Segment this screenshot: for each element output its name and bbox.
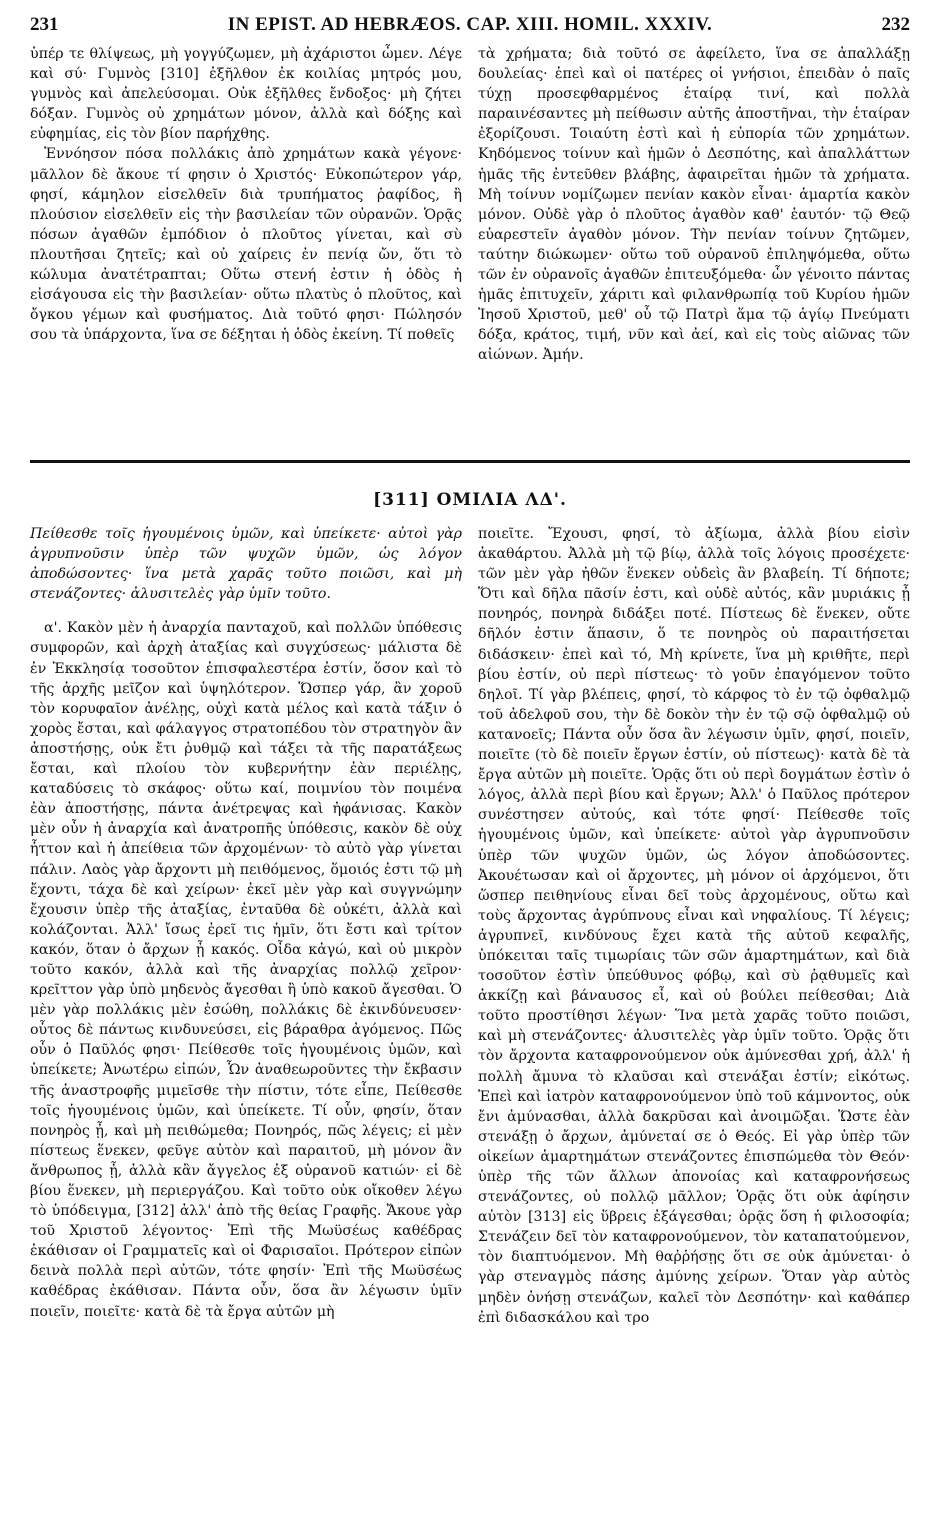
page-number-left: 231	[30, 14, 59, 35]
homily-title: [311] ΟΜΙΛΙΑ ΛΔ'.	[373, 490, 567, 510]
paragraph: α'. Κακὸν μὲν ἡ ἀναρχία πανταχοῦ, καὶ πολλῶν ὑπόθεσις συμφορῶν, καὶ ἀρχὴ ἀταξίας καὶ συγχύσεως· μάλιστα δὲ ἐν Ἐκκλησίᾳ τοσοῦτον ἐπισφαλεστέρα ἐστίν, ὅσον καὶ τὸ τῆς ἀρχῆς μεῖζον καὶ ὑψηλότερον. Ὥσπερ γάρ, ἂν χοροῦ τὸν κορυφαῖον ἀνέλῃς, οὐχὶ κατὰ μέλος καὶ κατὰ τάξιν ὁ χορὸς ἔσται, καὶ φάλαγγος στρατοπέδου τὸν στρατηγὸν ἂν ἀποστήσῃς, οὐκ ἔτι ῥυθμῷ καὶ τάξει τὰ τῆς παρατάξεως ἔσται, καὶ πλοίου τὸν κυβερνήτην ἐὰν περιέλῃς, καταδύσεις τὸ σκάφος· οὕτω καί, ποιμνίου τὸν ποιμένα ἐὰν ἀποστήσῃς, πάντα ἀνέτρεψας καὶ ἠφάνισας. Κακὸν μὲν οὖν ἡ ἀναρχία καὶ ἀνατροπῆς ὑπόθεσις, κακὸν δὲ οὐχ ἧττον καὶ ἡ ἀπείθεια τῶν ἀρχομένων· τὸ αὐτὸ γὰρ γίνεται πάλιν. Λαὸς γὰρ ἄρχοντι μὴ πειθόμενος, ὅμοιός ἐστι τῷ μὴ ἔχοντι, τάχα δὲ καὶ χείρων· ἐκεῖ μὲν γὰρ καὶ συγγνώμην ἔχουσιν ὑπὲρ τῆς ἀταξίας, ἐνταῦθα δὲ οὐκέτι, ἀλλὰ καὶ κολάζονται. Ἀλλ' ἴσως ἐρεῖ τις ἡμῖν, ὅτι ἔστι καὶ τρίτον κακόν, ὅταν ὁ ἄρχων ᾖ κακός. Οἶδα κἀγώ, καὶ οὐ μικρὸν τοῦτο κακόν, ἀλλὰ καὶ τῆς ἀναρχίας πολλῷ χεῖρον· κρεῖττον γὰρ ὑπὸ μηδενὸς ἄγεσθαι ἢ ὑπὸ κακοῦ ἄγεσθαι. Ὁ μὲν γὰρ πολλάκις μὲν ἐσώθη, πολλάκις δὲ ἐκινδύνευσεν· οὗτος δὲ πάντως κινδυνεύσει, εἰς βάραθρα ἀγόμενος. Πῶς οὖν ὁ Παῦλός φησι· Πείθεσθε τοῖς ἡγουμένοις ὑμῶν, καὶ ὑπείκετε; Ἀνωτέρω εἰπών, Ὧν ἀναθεωροῦντες τὴν ἔκβασιν τῆς ἀναστροφῆς μιμεῖσθε τὴν πίστιν, τότε εἶπε, Πείθεσθε τοῖς ἡγουμένοις ὑμῶν, καὶ ὑπείκετε. Τί οὖν, φησίν, ὅταν πονηρὸς ᾖ, καὶ μὴ πειθώμεθα; Πονηρός, πῶς λέγεις; εἰ μὲν πίστεως ἕνεκεν, φεῦγε αὐτὸν καὶ παραιτοῦ, μὴ μόνον ἂν ἄνθρωπος ᾖ, ἀλλὰ κἂν ἄγγελος ἐξ οὐρανοῦ κατιών· εἰ δὲ βίου ἕνεκεν, μὴ περιεργάζου. Καὶ τοῦτο οὐκ οἴκοθεν λέγω τὸ ὑπόδειγμα, [312] ἀλλ' ἀπὸ τῆς θείας Γραφῆς. Ἄκουε γὰρ τοῦ Χριστοῦ λέγοντος· Ἐπὶ τῆς Μωϋσέως καθέδρας ἐκάθισαν οἱ Γραμματεῖς καὶ οἱ Φαρισαῖοι. Πρότερον εἰπὼν δεινὰ πολλὰ περὶ αὐτῶν, τότε φησίν· Ἐπὶ τῆς Μωϋσέως καθέδρας ἐκάθισαν. Πάντα οὖν, ὅσα ἂν λέγωσιν ὑμῖν ποιεῖν, ποιεῖτε· κατὰ δὲ τὰ ἔργα αὐτῶν μὴ	[30, 620, 462, 1320]
lower-right-column	[478, 524, 910, 1328]
paragraph: ποιεῖτε. Ἔχουσι, φησί, τὸ ἀξίωμα, ἀλλὰ βίου εἰσὶν ἀκαθάρτου. Ἀλλὰ μὴ τῷ βίῳ, ἀλλὰ τοῖς λόγοις προσέχετε· τῶν μὲν γὰρ ἠθῶν ἕνεκεν οὐδεὶς ἂν βλαβείη. Τί δήποτε; Ὅτι καὶ δῆλα πᾶσίν ἐστι, καὶ οὐδὲ αὐτός, κἂν μυριάκις ᾖ πονηρός, πονηρὰ διδάξει ποτέ. Πίστεως δὲ ἕνεκεν, οὔτε δῆλόν ἐστιν ἅπασιν, ὅ τε πονηρὸς οὐ παραιτήσεται διδάσκειν· ἐπεὶ καὶ τό, Μὴ κρίνετε, ἵνα μὴ κριθῆτε, περὶ βίου ἐστίν, οὐ περὶ πίστεως· τὸ γοῦν ἐπαγόμενον τοῦτο δηλοῖ. Τί γὰρ βλέπεις, φησί, τὸ κάρφος τὸ ἐν τῷ ὀφθαλμῷ τοῦ ἀδελφοῦ σου, τὴν δὲ δοκὸν τὴν ἐν τῷ σῷ ὀφθαλμῷ οὐ κατανοεῖς; Πάντα οὖν ὅσα ἂν λέγωσιν ὑμῖν, φησί, ποιεῖν, ποιεῖτε (τὸ δὲ ποιεῖν ἔργων ἐστίν, οὐ πίστεως)· κατὰ δὲ τὰ ἔργα αὐτῶν μὴ ποιεῖτε. Ὁρᾷς ὅτι οὐ περὶ δογμάτων ἐστὶν ὁ λόγος, ἀλλὰ περὶ βίου καὶ ἔργων; Ἀλλ' ὁ Παῦλος πρότερον συνέστησεν αὐτούς, καὶ τότε φησί· Πείθεσθε τοῖς ἡγουμένοις ὑμῶν, καὶ ὑπείκετε· αὐτοὶ γὰρ ἀγρυπνοῦσιν ὑπὲρ τῶν ψυχῶν ὑμῶν, ὡς λόγον ἀποδώσοντες. Ἀκουέτωσαν καὶ οἱ ἄρχοντες, μὴ μόνον οἱ ἀρχόμενοι, ὅτι ὥσπερ πειθηνίους εἶναι δεῖ τοὺς ἀρχομένους, οὕτω καὶ τοὺς ἄρχοντας ἀγρύπνους εἶναι καὶ νηφαλίους. Τί λέγεις; ἀγρυπνεῖ, κινδύνους ἔχει κατὰ τῆς αὐτοῦ κεφαλῆς, ὑπόκειται ταῖς τιμωρίαις τῶν σῶν ἁμαρτημάτων, καὶ διὰ τοσοῦτον ἐστὶν ὑπεύθυνος φόβῳ, καὶ σὺ ῥᾳθυμεῖς καὶ ἀκκίζῃ καὶ βάναυσος εἶ, καὶ οὐ βούλει πείθεσθαι; Διὰ τοῦτο προστίθησι λέγων· Ἵνα μετὰ χαρᾶς τοῦτο ποιῶσι, καὶ μὴ στενάζοντες· ἀλυσιτελὲς γὰρ ὑμῖν τοῦτο. Ὁρᾷς ὅτι τὸν ἄρχοντα καταφρονούμενον οὐκ ἀμύνεσθαι χρή, ἀλλ' ἡ πολλὴ ἄμυνα τὸ κλαῦσαι καὶ στενάξαι ἐστίν; εἰκότως. Ἐπεὶ καὶ ἰατρὸν καταφρονούμενον ὑπὸ τοῦ κάμνοντος, οὐκ ἔνι ἀμύνασθαι, ἀλλὰ δακρῦσαι καὶ ἀνοιμῶξαι. Ὥστε ἐὰν στενάξῃ ὁ ἄρχων, ἀμύνεταί σε ὁ Θεός. Εἰ γὰρ ὑπὲρ τῶν οἰκείων ἁμαρτημάτων στενάζοντες ἐπισπώμεθα τὸν Θεόν· ὑπὲρ τῆς τῶν ἄλλων ἀπονοίας καὶ καταφρονήσεως στενάζοντες, οὐ πολλῷ μᾶλλον; Ὁρᾷς ὅτι οὐκ ἀφίησιν αὐτὸν [313] εἰς ὕβρεις ἐξάγεσθαι; ὁρᾷς ὅση ἡ φιλοσοφία; Στενάζειν δεῖ τὸν καταφρονούμενον, τὸν καταπατούμενον, τὸν διαπτυόμενον. Μὴ θαῤῥήσῃς ὅτι σε οὐκ ἀμύνεται· ὁ γὰρ στεναγμὸς πάσης ἀμύνης χείρων. Ὅταν γὰρ αὐτὸς μηδὲν ὀνήσῃ στενάζων, καλεῖ τὸν Δεσπότην· καὶ καθάπερ ἐπὶ διδασκάλου καὶ τρο	[478, 526, 910, 1326]
section-divider	[30, 460, 910, 463]
page-number-right: 232	[881, 14, 910, 35]
lower-left-column	[30, 524, 462, 1322]
scripture-lemma: Πείθεσθε τοῖς ἡγουμένοις ὑμῶν, καὶ ὑπείκετε· αὐτοὶ γὰρ ἀγρυπνοῦσιν ὑπὲρ τῶν ψυχῶν ὑμῶν, ὡς λόγον ἀποδώσοντες· ἵνα μετὰ χαρᾶς τοῦτο ποιῶσι, καὶ μὴ στενάζοντες· ἀλυσιτελὲς γὰρ ὑμῖν τοῦτο.	[30, 526, 462, 603]
upper-left-column	[30, 44, 462, 345]
running-title: IN EPIST. AD HEBRÆOS. CAP. XIII. HOMIL. XXXIV.	[227, 14, 713, 35]
page-header	[30, 14, 910, 42]
paragraph: τὰ χρήματα; διὰ τοῦτό σε ἀφείλετο, ἵνα σε ἀπαλλάξῃ δουλείας· ἐπεὶ καὶ οἱ πατέρες οἱ γνήσιοι, ἐπειδὰν ὁ παῖς τύχῃ προσεφθαρμένος ἑταίρᾳ τινί, καὶ πολλὰ παραινέσαντες μὴ πείθωσιν αὐτῆς ἀποστῆναι, τὴν ἑταίραν ἐξορίζουσι. Τοιαύτη ἐστὶ καὶ ἡ εὐπορία τῶν χρημάτων. Κηδόμενος τοίνυν καὶ ἡμῶν ὁ Δεσπότης, καὶ ἀπαλλάττων ἡμᾶς τῆς ἐντεῦθεν βλάβης, ἀφαιρεῖται ἡμῶν τὰ χρήματα. Μὴ τοίνυν νομίζωμεν πενίαν κακὸν εἶναι· ἁμαρτία κακὸν μόνον. Οὐδὲ γὰρ ὁ πλοῦτος ἀγαθὸν καθ' ἑαυτόν· τῷ Θεῷ εὐαρεστεῖν ἀγαθὸν μόνον. Τὴν πενίαν τοίνυν ζητῶμεν, ταύτην διώκωμεν· οὕτω τοῦ οὐρανοῦ ἐπιληψόμεθα, οὕτω τῶν ἐν οὐρανοῖς ἀγαθῶν ἐπιτευξόμεθα· ὧν γένοιτο πάντας ἡμᾶς ἐπιτυχεῖν, χάριτι καὶ φιλανθρωπίᾳ τοῦ Κυρίου ἡμῶν Ἰησοῦ Χριστοῦ, μεθ' οὗ τῷ Πατρὶ ἅμα τῷ ἁγίῳ Πνεύματι δόξα, κράτος, τιμή, νῦν καὶ ἀεί, καὶ εἰς τοὺς αἰῶνας τῶν αἰώνων. Ἀμήν.	[478, 46, 910, 364]
paragraph: Ἐννόησον πόσα πολλάκις ἀπὸ χρημάτων κακὰ γέγονε· μᾶλλον δὲ ἄκουε τί φησιν ὁ Χριστός· Εὐκοπώτερον γάρ, φησί, κάμηλον εἰσελθεῖν διὰ τρυπήματος ῥαφίδος, ἢ πλούσιον εἰσελθεῖν εἰς τὴν βασιλείαν τῶν οὐρανῶν. Ὁρᾷς πόσων ἀγαθῶν ἐμπόδιον ὁ πλοῦτος γίνεται, καὶ σὺ πλουτῆσαι ζητεῖς; καὶ οὐ χαίρεις ἐν πενίᾳ ὤν, ὅτι τὸ κώλυμα ἀνατέτραπται; Οὕτω στενή ἐστιν ἡ ὁδὸς ἡ εἰσάγουσα εἰς τὴν βασιλείαν· οὕτω πλατὺς ὁ πλοῦτος, καὶ ὄγκου γέμων καὶ φυσήματος. Διὰ τοῦτό φησι· Πώλησόν σου τὰ ὑπάρχοντα, ἵνα σε δέξηται ἡ ὁδὸς ἐκείνη. Τί ποθεῖς	[30, 146, 462, 344]
paragraph: ὑπέρ τε θλίψεως, μὴ γογγύζωμεν, μὴ ἀχάριστοι ὦμεν. Λέγε καὶ σύ· Γυμνὸς [310] ἐξῆλθον ἐκ κοιλίας μητρός μου, γυμνὸς καὶ ἀπελεύσομαι. Οὐκ ἐξῆλθες ἔνδοξος· μὴ ζήτει δόξαν. Γυμνὸς οὐ χρημάτων μόνον, ἀλλὰ καὶ δόξης καὶ εὐφημίας, εἰς τὸν βίον παρήχθης.	[30, 46, 462, 143]
upper-right-column	[478, 44, 910, 366]
